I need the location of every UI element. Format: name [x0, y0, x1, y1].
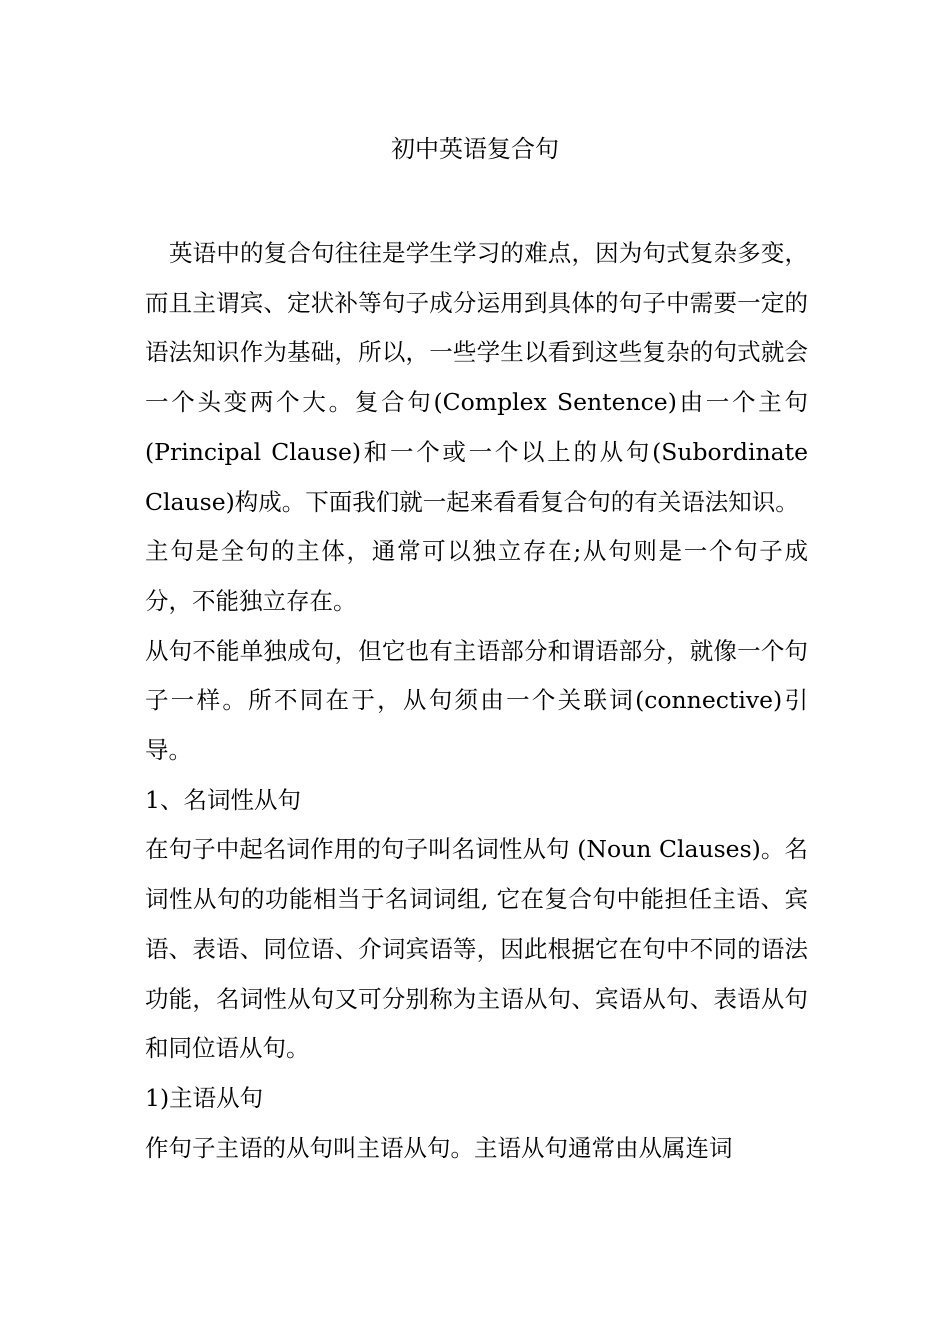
paragraph-main-clause: 主句是全句的主体，通常可以独立存在;从句则是一个句子成分，不能独立存在。 — [145, 537, 808, 615]
subsection-heading-subject-clause: 1)主语从句 — [145, 1083, 264, 1112]
document-title: 初中英语复合句 — [391, 135, 559, 163]
document-body — [145, 229, 808, 1173]
paragraph-subordinate-clause: 从句不能单独成句，但它也有主语部分和谓语部分，就像一个句子一样。所不同在于，从句须由一个关联词(connective)引导。 — [145, 636, 808, 765]
paragraph-noun-clauses: 在句子中起名词作用的句子叫名词性从句 (Noun Clauses)。名词性从句的功能相当于名词词组, 它在复合句中能担任主语、宾语、表语、同位语、介词宾语等，因此根据它在句中不同的语法功能，名词性从句又可分别称为主语从句、宾语从句、表语从句和同位语从句。 — [145, 835, 808, 1063]
paragraph-subject-clause: 作句子主语的从句叫主语从句。主语从句通常由从属连词 — [145, 1133, 733, 1162]
paragraph-intro: 英语中的复合句往往是学生学习的难点，因为句式复杂多变，而且主谓宾、定状补等句子成分运用到具体的句子中需要一定的语法知识作为基础，所以，一些学生以看到这些复杂的句式就会一个头变两个大。复合句(Complex Sentence)由一个主句(Principal Clause)和一个或一个以上的从句(Subordinate Clause)构成。下面我们就一起来看看复合句的有关语法知识。 — [145, 239, 808, 516]
section-heading-noun-clauses: 1、名词性从句 — [145, 785, 301, 814]
